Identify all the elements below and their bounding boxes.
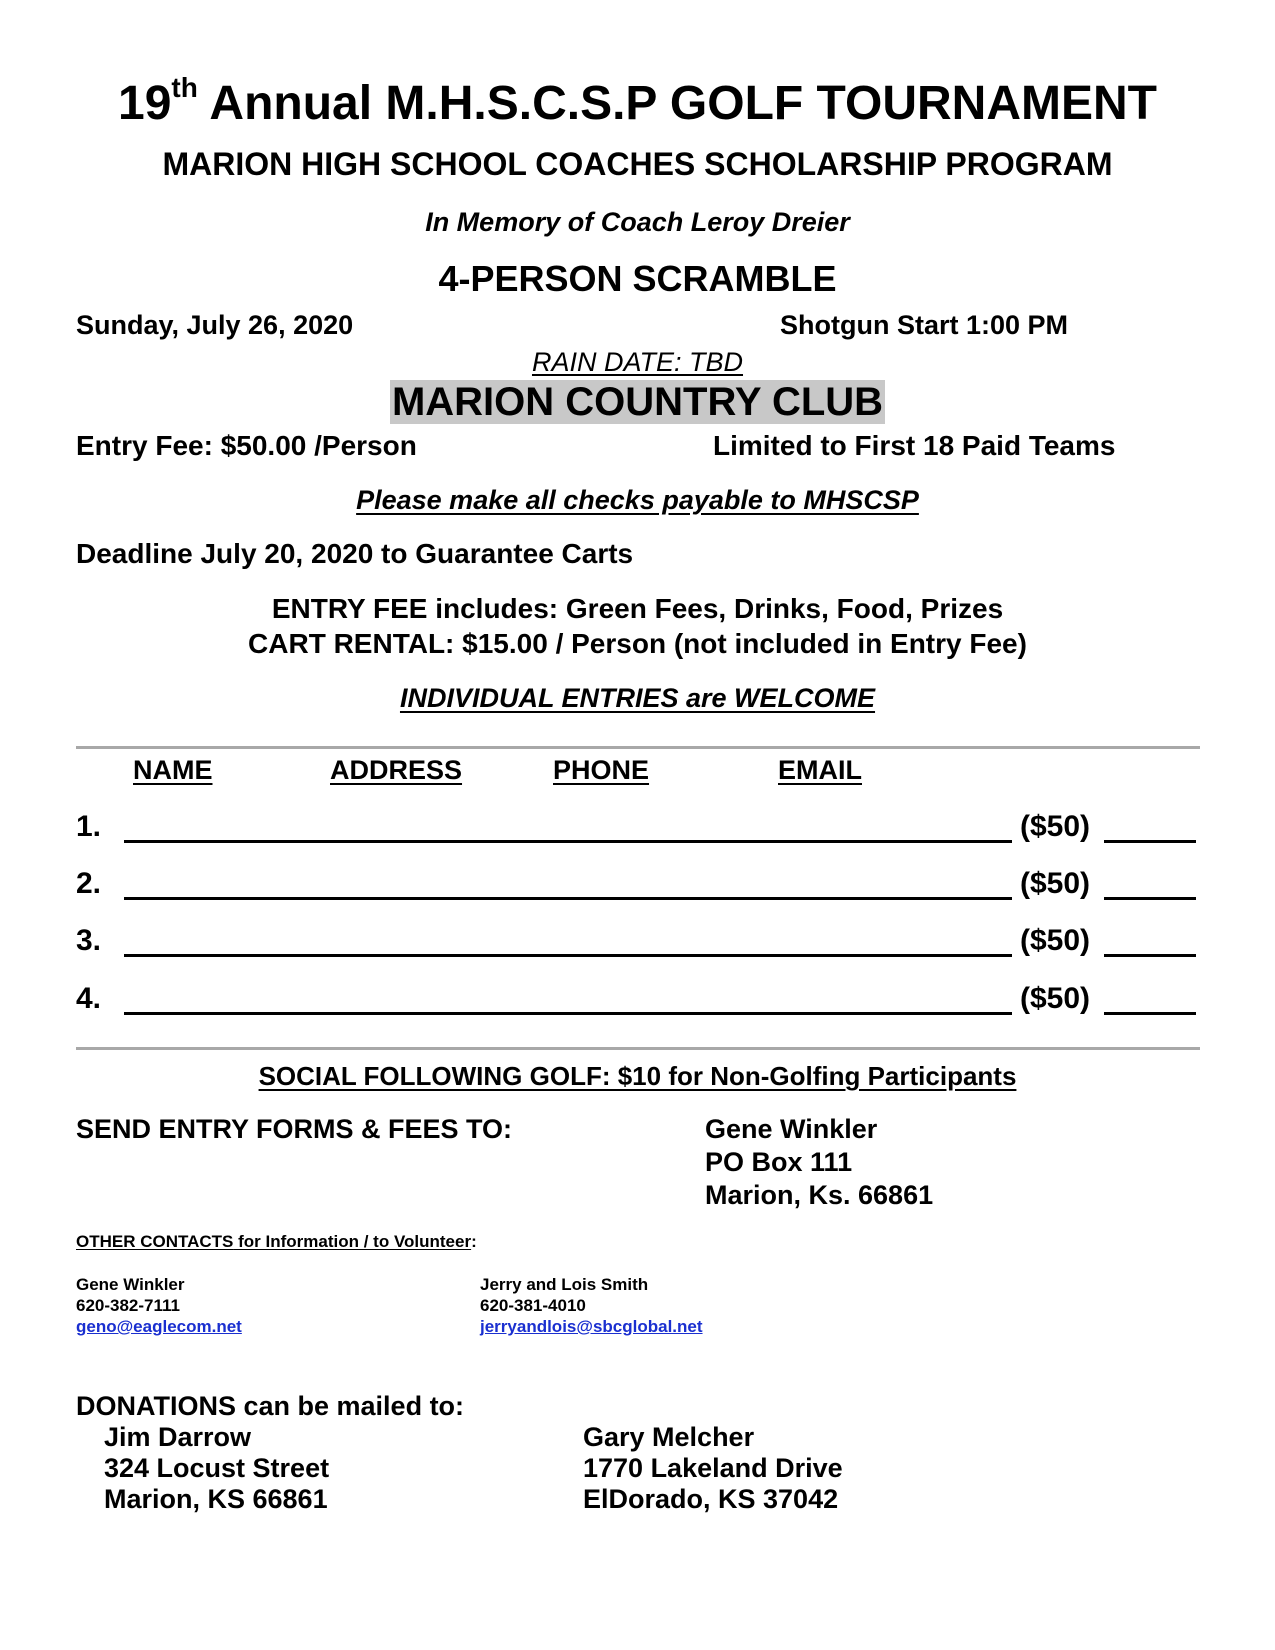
entry-row-fee-blank[interactable] <box>1104 840 1196 843</box>
page-title <box>0 72 1275 131</box>
entry-row-fee-blank[interactable] <box>1104 1012 1196 1015</box>
entry-fee-includes: ENTRY FEE includes: Green Fees, Drinks, Food, Prizes <box>271 593 1004 624</box>
contacts-heading-rest: for Information / to Volunteer <box>233 1232 472 1251</box>
social-info <box>0 1061 1275 1092</box>
donation-recipient-name: Gary Melcher <box>583 1422 755 1452</box>
contacts-heading <box>76 1232 477 1252</box>
entry-row-blank[interactable] <box>124 897 1012 900</box>
entry-row-fee: ($50) <box>1020 924 1091 957</box>
entry-row-fee: ($50) <box>1020 810 1091 843</box>
event-date: Sunday, July 26, 2020 <box>76 310 354 340</box>
venue <box>0 380 1275 425</box>
donation-recipient-city: Marion, KS 66861 <box>104 1484 328 1514</box>
social-info-text: SOCIAL FOLLOWING GOLF: $10 for Non-Golfing Participants <box>258 1061 1017 1091</box>
checks-payable <box>0 485 1275 516</box>
program-name: MARION HIGH SCHOOL COACHES SCHOLARSHIP PROGRAM <box>162 146 1113 182</box>
donation-recipient-city: ElDorado, KS 37042 <box>583 1484 839 1514</box>
rain-date <box>0 347 1275 378</box>
send-address-line1: PO Box 111 <box>705 1147 853 1177</box>
send-entry-label: SEND ENTRY FORMS & FEES TO: <box>76 1114 513 1144</box>
team-limit: Limited to First 18 Paid Teams <box>713 430 1116 461</box>
title-ordinal-suffix: th <box>171 72 198 103</box>
venue-name: MARION COUNTRY CLUB <box>391 380 884 424</box>
divider-top <box>76 746 1200 749</box>
contact-phone: 620-382-7111 <box>76 1296 180 1315</box>
contacts-heading-underlined: OTHER CONTACTS <box>76 1232 234 1251</box>
contact-email-link[interactable]: geno@eaglecom.net <box>76 1317 242 1336</box>
entry-row-fee: ($50) <box>1020 867 1091 900</box>
entry-row-blank[interactable] <box>124 954 1012 957</box>
header-address: ADDRESS <box>330 755 463 785</box>
send-name: Gene Winkler <box>705 1114 878 1144</box>
cart-rental: CART RENTAL: $15.00 / Person (not included in Entry Fee) <box>248 628 1027 659</box>
shotgun-start: Shotgun Start 1:00 PM <box>780 310 1069 340</box>
header-name: NAME <box>133 755 213 785</box>
format-heading: 4-PERSON SCRAMBLE <box>438 258 837 299</box>
send-address-line2: Marion, Ks. 66861 <box>705 1180 934 1210</box>
rain-date-text: RAIN DATE: TBD <box>531 347 744 377</box>
donation-recipient-street: 1770 Lakeland Drive <box>583 1453 843 1483</box>
contact-name: Jerry and Lois Smith <box>480 1275 649 1294</box>
entry-row-blank[interactable] <box>124 1012 1012 1015</box>
title-text: Annual M.H.S.C.S.P GOLF TOURNAMENT <box>209 77 1157 130</box>
entry-row-number: 2. <box>76 867 102 900</box>
entry-row-number: 4. <box>76 982 102 1015</box>
donations-heading: DONATIONS can be mailed to: <box>76 1391 465 1421</box>
contact-email-link[interactable]: jerryandlois@sbcglobal.net <box>480 1317 703 1336</box>
entry-row-fee: ($50) <box>1020 982 1091 1015</box>
individual-entries <box>0 683 1275 714</box>
entry-row-fee-blank[interactable] <box>1104 954 1196 957</box>
donation-recipient-name: Jim Darrow <box>104 1422 252 1452</box>
header-email: EMAIL <box>778 755 862 785</box>
individual-entries-text: INDIVIDUAL ENTRIES are WELCOME <box>399 683 876 713</box>
divider-bottom <box>76 1047 1200 1050</box>
memorial-line: In Memory of Coach Leroy Dreier <box>425 207 850 237</box>
contact-phone: 620-381-4010 <box>480 1296 586 1315</box>
entry-row-fee-blank[interactable] <box>1104 897 1196 900</box>
title-ordinal-number: 19 <box>118 77 172 130</box>
entry-row-blank[interactable] <box>124 840 1012 843</box>
header-phone: PHONE <box>553 755 650 785</box>
contact-name: Gene Winkler <box>76 1275 185 1294</box>
cart-deadline: Deadline July 20, 2020 to Guarantee Carts <box>76 538 634 569</box>
contacts-heading-colon: : <box>471 1232 477 1251</box>
donation-recipient-street: 324 Locust Street <box>104 1453 330 1483</box>
entry-row-number: 3. <box>76 924 102 957</box>
entry-row-number: 1. <box>76 810 102 843</box>
entry-fee: Entry Fee: $50.00 /Person <box>76 430 417 461</box>
checks-payable-text: Please make all checks payable to MHSCSP <box>356 485 919 515</box>
